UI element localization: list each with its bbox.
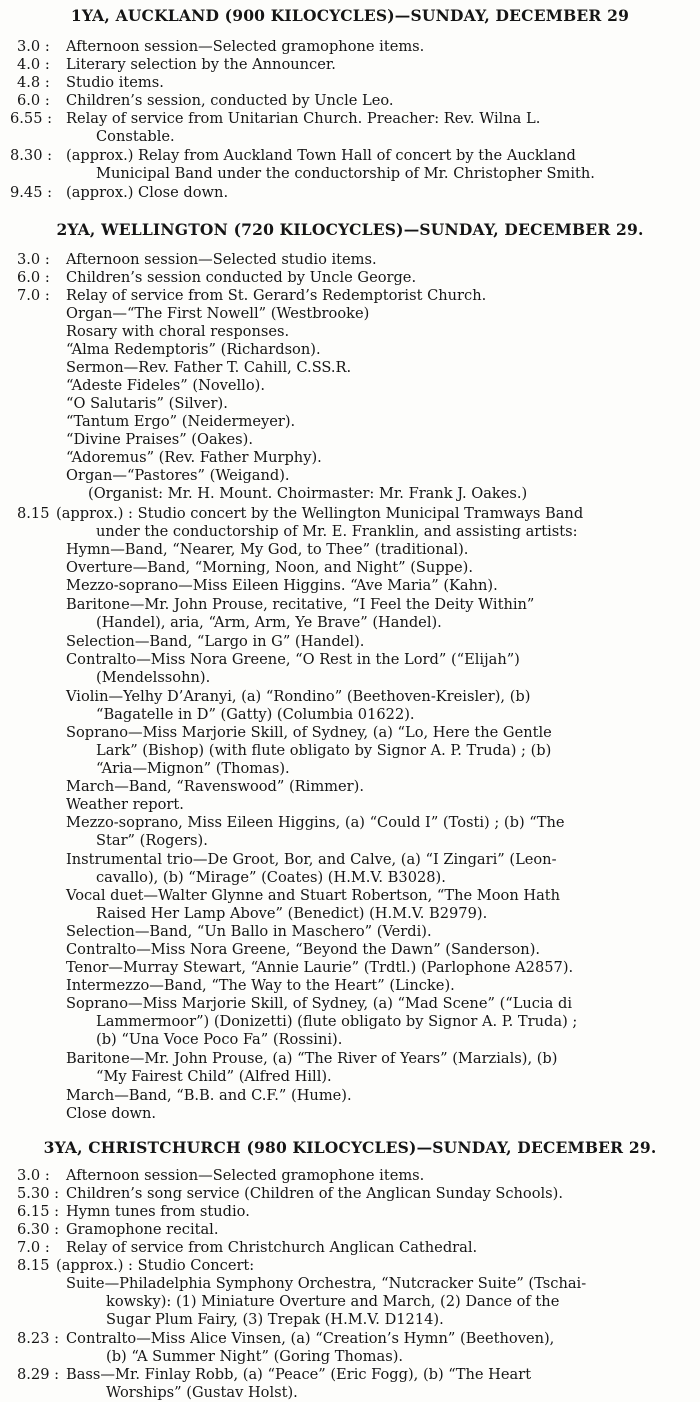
listings-page: 1YA, AUCKLAND (900 KILOCYCLES)—SUNDAY, DECEMBER 29 3.0 : Afternoon session—Selected gramophone items. 4.0 : Literary selection by the Announcer. 4.8 : Studio items. 6.0 : Children’s session, conducted by Uncle Leo. 6.55 : Relay of service from Unitarian Church. Preacher: Rev. Wilna L. Constable. 8.30 : (approx.) Relay from Auckland Town Hall of concert by the Auckland Municipal Band under the conductorship of Mr. Christopher Smith. 9.45 : (approx.) Close down. 2YA, WELLINGTON (720 KILOCYCLES)—SUNDAY, DECEMBER 29. 3.0 : Afternoon session—Selected studio items. 6.0 : Children’s session conducted by Uncle George. 7.0 : Relay of service from St. Gerard’s Redemptorist Church. Organ—“The First Nowell” (Westbrooke) Rosary with choral responses. “Alma Redemptoris” (Richardson). Sermon—Rev. Father T. Cahill, C.SS.R. “Adeste Fideles” (Novello). “O Salutaris” (Silver). “Tantum Ergo” (Neidermeyer). “Divine Praises” (Oakes). “Adoremus” (Rev. Father Murphy). Organ—“Pastores” (Weigand). (Organist: Mr. H. Mount. Choirmaster: Mr. Frank J. Oakes.) 8.15 (approx.) : Studio concert by the Wellington Municipal Tramways Band under the conductorship of Mr. E. Franklin, and assisting artists: Hymn—Band, “Nearer, My God, to Thee” (traditional). Overture—Band, “Morning, Noon, and Night” (Suppe). Mezzo-soprano—Miss Eileen Higgins. “Ave Maria” (Kahn). Baritone—Mr. John Prouse, recitative, “I Feel the Deity Within” (Handel), aria, “Arm, Arm, Ye Brave” (Handel). Selection—Band, “Largo in G” (Handel). Contralto—Miss Nora Greene, “O Rest in the Lord” (“Elijah”) (Mendelssohn). Violin—Yelhy D’Aranyi, (a) “Rondino” (Beethoven-Kreisler), (b) “Bagatelle in D” (Gatty) (Columbia 01622). Soprano—Miss Marjorie Skill, of Sydney, (a) “Lo, Here the Gentle Lark” (Bishop) (with flute obligato by Signor A. P. Truda) ; (b) “Aria—Mignon” (Thomas). March—Band, “Ravenswood” (Rimmer). Weather report. Mezzo-soprano, Miss Eileen Higgins, (a) “Could I” (Tosti) ; (b) “The Star” (Rogers). Instrumental trio—De Groot, Bor, and Calve, (a) “I Zingari” (Leon- cavallo), (b) “Mirage” (Coates) (H.M.V. B3028). Vocal duet—Walter Glynne and Stuart Robertson, “The Moon Hath Raised Her Lamp Above” (Benedict) (H.M.V. B2979). Selection—Band, “Un Ballo in Maschero” (Verdi). Contralto—Miss Nora Greene, “Beyond the Dawn” (Sanderson). Tenor—Murray Stewart, “Annie Laurie” (Trdtl.) (Parlophone A2857). Intermezzo—Band, “The Way to the Heart” (Lincke). Soprano—Miss Marjorie Skill, of Sydney, (a) “Mad Scene” (“Lucia di Lammermoor”) (Donizetti) (flute obligato by Signor A. P. Truda) ; (b) “Una Voce Poco Fa” (Rossini). Baritone—Mr. John Prouse, (a) “The River of Years” (Marzials), (b) “My Fairest Child” (Alfred Hill). March—Band, “B.B. and C.F.” (Hume). Close down. 3YA, CHRISTCHURCH (980 KILOCYCLES)—SUNDAY, DECEMBER 29. 3.0 : Afternoon session—Selected gramophone items. 5.30 : Children’s song service (Children of the Anglican Sunday Schools). 6.15 : Hymn tunes from studio. 6.30 : Gramophone recital. 7.0 : Relay of service from Christchurch Anglican Cathedral. 8.15 (approx.) : Studio Concert: Suite—Philadelphia Symphony Orchestra, “Nutcracker Suite” (Tschai- kowsky): (1) Miniature Overture and March, (2) Dance of the Sugar Plum Fairy, (3) Trepak (H.M.V. D1214). 8.23 : Contralto—Miss Alice Vinsen, (a) “Creation’s Hymn” (Beethoven), (b) “A Summer Night” (Goring Thomas). 8.29 : Bass—Mr. Finlay Robb, (a) “Peace” (Eric Fogg), (b) “The Heart Worships” (Gustav Holst). [0, 0, 700, 1401]
section-title-1ya: 1YA, AUCKLAND (900 KILOCYCLES)—SUNDAY, DECEMBER 29 [70, 6, 630, 25]
section-title-2ya: 2YA, WELLINGTON (720 KILOCYCLES)—SUNDAY, DECEMBER 29. [56, 220, 644, 239]
section-title-3ya: 3YA, CHRISTCHURCH (980 KILOCYCLES)—SUNDAY, DECEMBER 29. [43, 1138, 657, 1157]
